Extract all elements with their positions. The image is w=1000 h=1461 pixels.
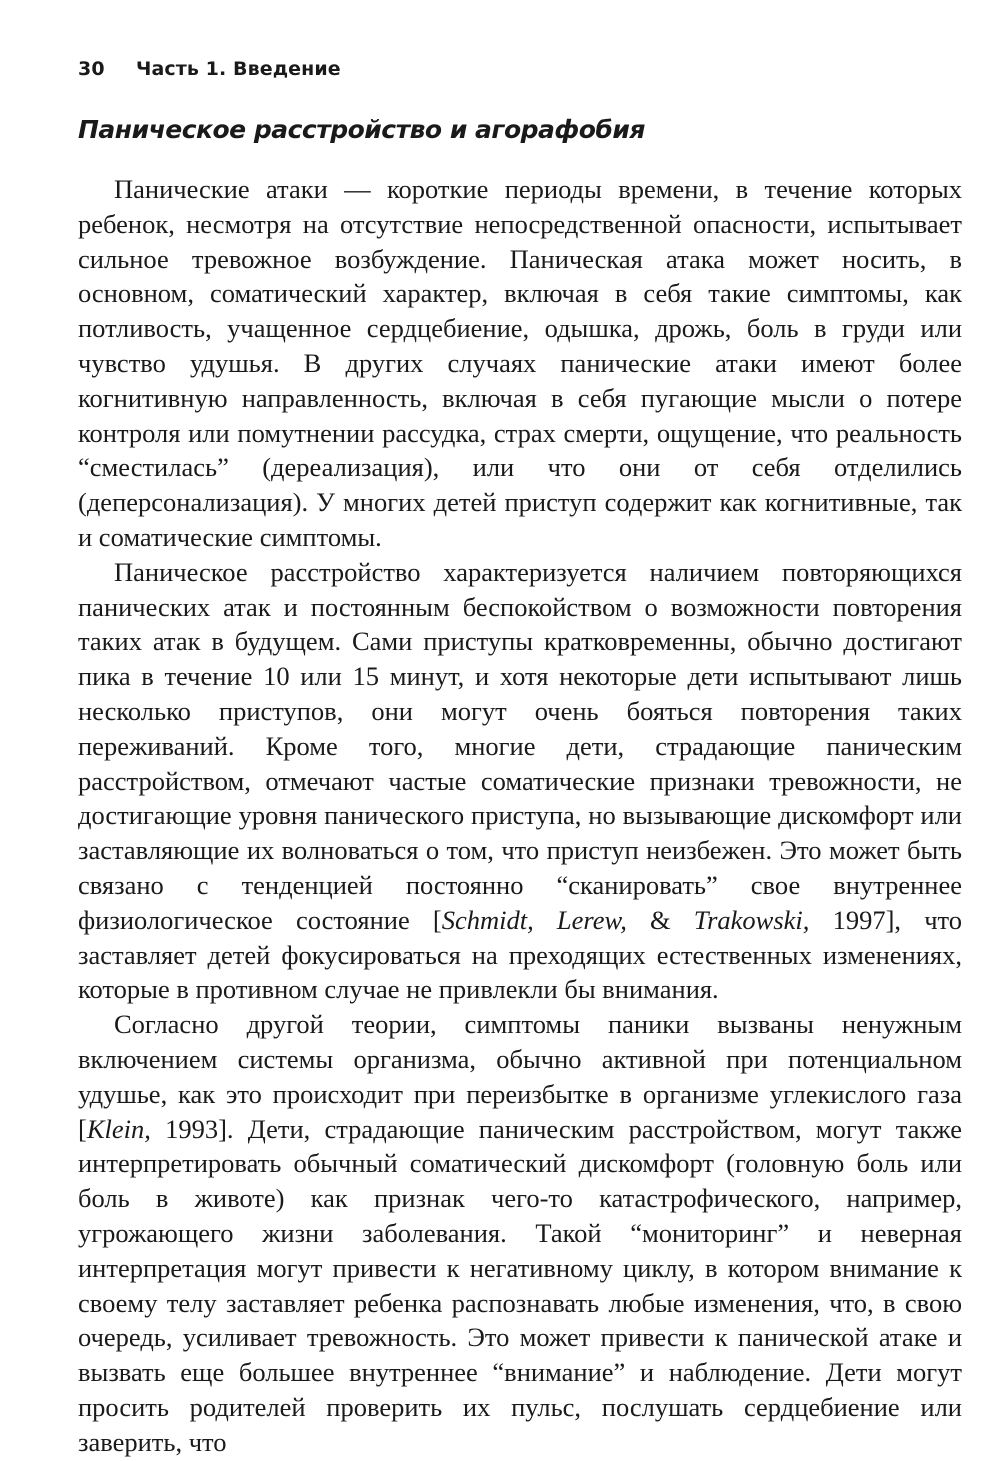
section-heading: Паническое расстройство и агорафобия (78, 115, 645, 144)
page-number: 30 (78, 58, 105, 80)
chapter-title: Часть 1. Введение (136, 58, 341, 80)
paragraph-1: Панические атаки — короткие периоды времени, в течение которых ребенок, несмотря на отсутствие непосредственной опасности, испытывает сильное тревожное возбуждение. Паническая атака может носить, в основном, соматический характер, включая в себя такие симптомы, как потливость, учащенное сердцебиение, одышка, дрожь, боль в груди или чувство удушья. В других случаях панические атаки имеют более когнитивную направленность, включая в себя пугающие мысли о потере контроля или помутнении рассудка, страх смерти, ощущение, что реальность “сместилась” (дереализация), или что они от себя отделились (деперсонализация). У многих детей приступ содержит как когнитивные, так и соматические симптомы. (78, 174, 962, 552)
body-text (78, 172, 962, 1459)
paragraph-2: Паническое расстройство характеризуется наличием повторяющихся панических атак и постоянным беспокойством о возможности повторения таких атак в будущем. Сами приступы кратковременны, обычно достигают пика в течение 10 или 15 минут, и хотя некоторые дети испытывают лишь несколько приступов, они могут очень бояться повторения таких переживаний. Кроме того, многие дети, страдающие паническим расстройством, отмечают частые соматические признаки тревожности, не достигающие уровня панического приступа, но вызывающие дискомфорт или заставляющие их волноваться о том, что приступ неизбежен. Это может быть связано с тенденцией постоянно “сканировать” свое внутреннее физиологическое состояние [Schmidt, Lerew, & Trakowski, 1997], что заставляет детей фокусироваться на преходящих естественных изменениях, которые в противном случае не привлекли бы внимания. (78, 556, 962, 1005)
paragraph-3: Согласно другой теории, симптомы паники вызваны ненужным включением системы организма, обычно активной при потенциальном удушье, как это происходит при переизбытке в организме углекислого газа [Klein, 1993]. Дети, страдающие паническим расстройством, могут также интерпретировать обычный соматический дискомфорт (головную боль или боль в животе) как признак чего-то катастрофического, например, угрожающего жизни заболевания. Такой “мониторинг” и неверная интерпретация могут привести к негативному циклу, в котором внимание к своему телу заставляет ребенка распознавать любые изменения, что, в свою очередь, усиливает тревожность. Это может привести к панической атаке и вызвать еще большее внутреннее “внимание” и наблюдение. Дети могут просить родителей проверить их пульс, послушать сердцебиение или заверить, что (78, 1009, 962, 1457)
running-head (78, 58, 341, 80)
